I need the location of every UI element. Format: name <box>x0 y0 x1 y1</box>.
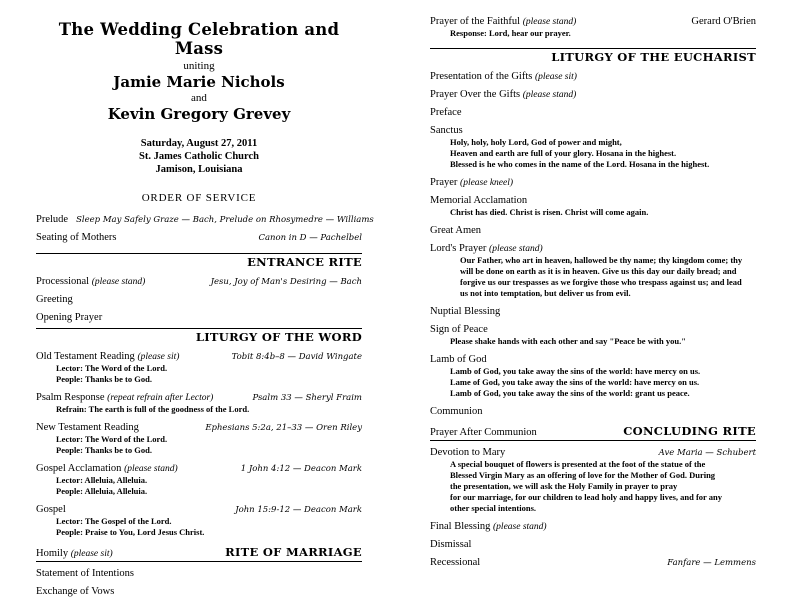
list-item-label: Gospel Acclamation (please stand) <box>36 463 178 474</box>
list-item-label: Seating of Mothers <box>36 232 117 243</box>
list-item-label: Prayer of the Faithful (please stand) <box>430 16 577 27</box>
list-item <box>36 312 362 323</box>
list-item <box>36 586 362 597</box>
list-item <box>430 71 756 82</box>
list-item-label: Final Blessing (please stand) <box>430 521 547 532</box>
section-heading-entrance-rite: ENTRANCE RITE <box>36 253 362 269</box>
list-item-response: Holy, holy, holy Lord, God of power and might, Heaven and earth are full of your glory. Hosana in the highest. Blessed is he who comes in the name of the Lord. Hosana in the highest. <box>450 137 710 169</box>
list-item <box>36 351 362 385</box>
list-item-response: Please shake hands with each other and say "Peace be with you." <box>450 336 686 346</box>
list-item-label: Presentation of the Gifts (please sit) <box>430 71 577 82</box>
list-item-label: Gospel <box>36 504 66 515</box>
list-item-direction: (please sit) <box>137 352 180 362</box>
list-item <box>430 225 756 236</box>
list-item <box>430 539 756 550</box>
list-item-reference: Ephesians 5:2a, 21–33 — Oren Riley <box>205 423 362 433</box>
list-item <box>36 276 362 287</box>
list-item-label: Recessional <box>430 557 481 568</box>
list-item-label: Processional (please stand) <box>36 276 146 287</box>
list-item-direction: (please stand) <box>124 464 178 474</box>
list-item-direction: (please sit) <box>534 72 577 82</box>
list-item-label: Dismissal <box>430 539 472 550</box>
list-item-reference: 1 John 4:12 — Deacon Mark <box>240 464 362 474</box>
list-item-label: Greeting <box>36 294 73 305</box>
list-item-direction: (repeat refrain after Lector) <box>107 393 214 403</box>
list-item <box>36 545 362 559</box>
list-item-music: Sleep May Safely Graze — Bach, Prelude on Rhosymedre — Williams <box>76 215 374 225</box>
list-item <box>430 177 756 188</box>
ceremony-details <box>36 137 362 176</box>
list-item-response: Christ has died. Christ is risen. Christ will come again. <box>450 207 649 217</box>
list-item <box>430 557 756 568</box>
list-item-response: Lector: Alleluia, Alleluia. People: Alleluia, Alleluia. <box>56 475 148 496</box>
list-item <box>430 243 756 299</box>
and-label: and <box>191 92 207 104</box>
list-item-label: Sanctus <box>430 125 463 136</box>
groom-name: Kevin Gregory Grevey <box>107 105 291 123</box>
list-item-label: Prayer (please kneel) <box>430 177 514 188</box>
divider <box>430 440 756 441</box>
ceremony-church: St. James Catholic Church <box>139 151 259 162</box>
list-item <box>430 447 756 514</box>
list-item-direction: (please kneel) <box>460 178 514 188</box>
section-heading-liturgy-of-the-word: LITURGY OF THE WORD <box>36 328 362 344</box>
list-item-label: Statement of Intentions <box>36 568 134 579</box>
list-item-response: Our Father, who art in heaven, hallowed be thy name; thy kingdom come; thy will be done on earth as it is in heaven. Give us this day our daily bread; and forgive us our trespasses as we forgive those who trespass against us; and lead us not into temptation, but deliver us from evil. <box>460 255 743 298</box>
list-item-reference: Tobit 8:4b–8 — David Wingate <box>231 352 362 362</box>
uniting-label: uniting <box>183 60 215 72</box>
list-item-label: Prayer Over the Gifts (please stand) <box>430 89 577 100</box>
list-item-label: Sign of Peace <box>430 324 488 335</box>
list-item-label: Great Amen <box>430 225 482 236</box>
list-item-music: Jesu, Joy of Man's Desiring — Bach <box>210 277 362 287</box>
list-item-reader: Gerard O'Brien <box>691 16 756 27</box>
list-item <box>36 294 362 305</box>
list-item <box>36 214 374 225</box>
list-item-label: Communion <box>430 406 483 417</box>
list-item-reference: Psalm 33 — Sheryl Fraim <box>252 393 362 403</box>
ceremony-city: Jamison, Louisiana <box>155 164 243 175</box>
list-item <box>430 125 756 170</box>
bride-name: Jamie Marie Nichols <box>113 73 285 91</box>
list-item-label: Psalm Response (repeat refrain after Lector) <box>36 392 214 403</box>
list-item-response: Lamb of God, you take away the sins of the world: have mercy on us. Lame of God, you take away the sins of the world: have mercy on us. Lamb of God, you take away the sins of the world: grant us peace. <box>450 366 701 398</box>
list-item <box>430 195 756 218</box>
section-heading-concluding-rite: CONCLUDING RITE <box>623 424 756 438</box>
list-item-direction: (please stand) <box>493 522 547 532</box>
list-item-direction: (please stand) <box>522 90 577 100</box>
list-item-response: Response: Lord, hear our prayer. <box>450 28 571 38</box>
list-item-label: Devotion to Mary <box>430 447 506 458</box>
list-item <box>36 504 362 538</box>
list-item-label: Lord's Prayer (please stand) <box>430 243 543 254</box>
list-item-description: A special bouquet of flowers is presented at the foot of the statue of the Blessed Virgin Mary as an offering of love for the Mother of God. During the presentation, we will ask the Holy Family in prayer to pray for our marriage, for our children to lead holy and happy lives, and for any other special intentions. <box>450 459 723 513</box>
list-item-label: Lamb of God <box>430 354 487 365</box>
list-item-music: Canon in D — Pachelbel <box>258 233 362 243</box>
list-item-label: Memorial Acclamation <box>430 195 528 206</box>
list-item-response: Lector: The Word of the Lord. People: Thanks be to God. <box>56 434 168 455</box>
list-item-response: Lector: The Word of the Lord. People: Thanks be to God. <box>56 363 168 384</box>
list-item-label: Preface <box>430 107 462 118</box>
list-item <box>430 324 756 347</box>
list-item <box>36 568 362 579</box>
list-item <box>430 16 756 39</box>
list-item-label: Nuptial Blessing <box>430 306 501 317</box>
ceremony-date: Saturday, August 27, 2011 <box>140 138 258 149</box>
list-item <box>36 422 362 456</box>
right-column <box>396 0 792 612</box>
list-item-label: Prelude <box>36 214 69 225</box>
divider <box>36 561 362 562</box>
section-heading-liturgy-of-the-eucharist: LITURGY OF THE EUCHARIST <box>430 48 756 64</box>
list-item-direction: (please stand) <box>91 277 146 287</box>
list-item-direction: (please stand) <box>522 17 577 27</box>
list-item-direction: (please stand) <box>489 244 543 254</box>
list-item-label: New Testament Reading <box>36 422 139 433</box>
list-item-label: Opening Prayer <box>36 312 103 323</box>
list-item <box>36 463 362 497</box>
list-item <box>430 424 756 438</box>
list-item-music: Fanfare — Lemmens <box>667 558 756 568</box>
list-item-label: Prayer After Communion <box>430 427 537 438</box>
list-item <box>430 521 756 532</box>
list-item <box>36 232 362 243</box>
list-item-label: Old Testament Reading (please sit) <box>36 351 180 362</box>
list-item <box>36 392 362 415</box>
list-item-reference: John 15:9-12 — Deacon Mark <box>235 505 362 515</box>
list-item-music: Ave Maria — Schubert <box>658 448 756 458</box>
list-item <box>430 89 756 100</box>
list-item <box>430 107 756 118</box>
list-item-response: Lector: The Gospel of the Lord. People: Praise to You, Lord Jesus Christ. <box>56 516 205 537</box>
page-title: The Wedding Celebration and Mass <box>58 20 340 58</box>
list-item-label: Exchange of Vows <box>36 586 115 597</box>
order-of-service-heading: ORDER OF SERVICE <box>141 192 257 204</box>
list-item-direction: (please sit) <box>70 549 113 559</box>
section-heading-rite-of-marriage: RITE OF MARRIAGE <box>225 545 362 559</box>
list-item-response: Refrain: The earth is full of the goodness of the Lord. <box>56 404 250 414</box>
list-item <box>430 406 756 417</box>
list-item <box>430 354 756 399</box>
list-item-label: Homily (please sit) <box>36 548 113 559</box>
list-item <box>430 306 756 317</box>
